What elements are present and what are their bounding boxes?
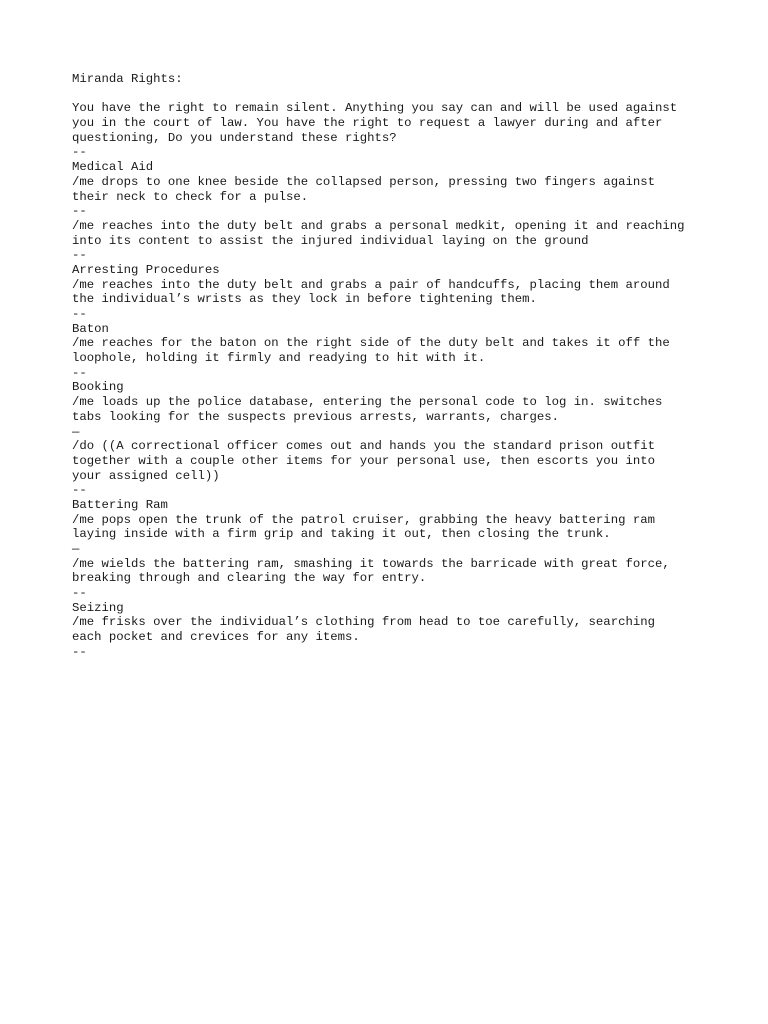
text-line: questioning, Do you understand these rights? [72,130,397,145]
section-heading: Booking [72,380,124,395]
text-line: /me pops open the trunk of the patrol cruiser, grabbing the heavy battering ram [72,512,655,527]
text-line: /me reaches into the duty belt and grabs a personal medkit, opening it and reaching [72,218,685,233]
text-line: /do ((A correctional officer comes out and hands you the standard prison outfit [72,439,655,454]
text-line: breaking through and clearing the way for entry. [72,571,427,586]
section-heading: Seizing [72,600,124,615]
separator: -- [72,365,87,380]
separator: — [72,542,80,556]
text-line: /me drops to one knee beside the collapsed person, pressing two fingers against [72,174,655,189]
text-line: /me wields the battering ram, smashing it towards the barricade with great force, [72,556,670,571]
blank-line [72,87,712,102]
separator: -- [72,644,87,659]
text-line: into its content to assist the injured individual laying on the ground [72,233,589,248]
text-line: you in the court of law. You have the right to request a lawyer during and after [72,116,663,131]
text-line: /me frisks over the individual’s clothing from head to toe carefully, searching [72,615,655,630]
text-line: the individual’s wrists as they lock in before tightening them. [72,292,537,307]
text-line: /me loads up the police database, entering the personal code to log in. switches [72,395,663,410]
section-heading: Arresting Procedures [72,262,220,277]
text-line: together with a couple other items for your personal use, then escorts you into [72,453,655,468]
text-line: loophole, holding it firmly and readying to hit with it. [72,351,486,366]
separator: -- [72,307,87,321]
text-line: your assigned cell)) [72,468,220,483]
document-page [72,72,712,660]
text-line: You have the right to remain silent. Anything you say can and will be used against [72,101,678,116]
text-line: laying inside with a firm grip and taking it out, then closing the trunk. [72,527,611,542]
section-heading: Miranda Rights: [72,72,183,86]
section-heading: Battering Ram [72,497,168,512]
separator: — [72,424,80,439]
section-heading: Baton [72,321,109,336]
text-line: their neck to check for a pulse. [72,189,309,204]
text-line: /me reaches into the duty belt and grabs a pair of handcuffs, placing them around [72,277,670,292]
text-line: each pocket and crevices for any items. [72,630,360,645]
text-line: /me reaches for the baton on the right side of the duty belt and takes it off the [72,336,670,351]
section-heading: Medical Aid [72,160,154,175]
separator: -- [72,204,87,219]
separator: -- [72,483,87,498]
separator: -- [72,248,87,263]
text-line: tabs looking for the suspects previous arrests, warrants, charges. [72,409,560,424]
separator: -- [72,145,87,160]
separator: -- [72,586,87,601]
